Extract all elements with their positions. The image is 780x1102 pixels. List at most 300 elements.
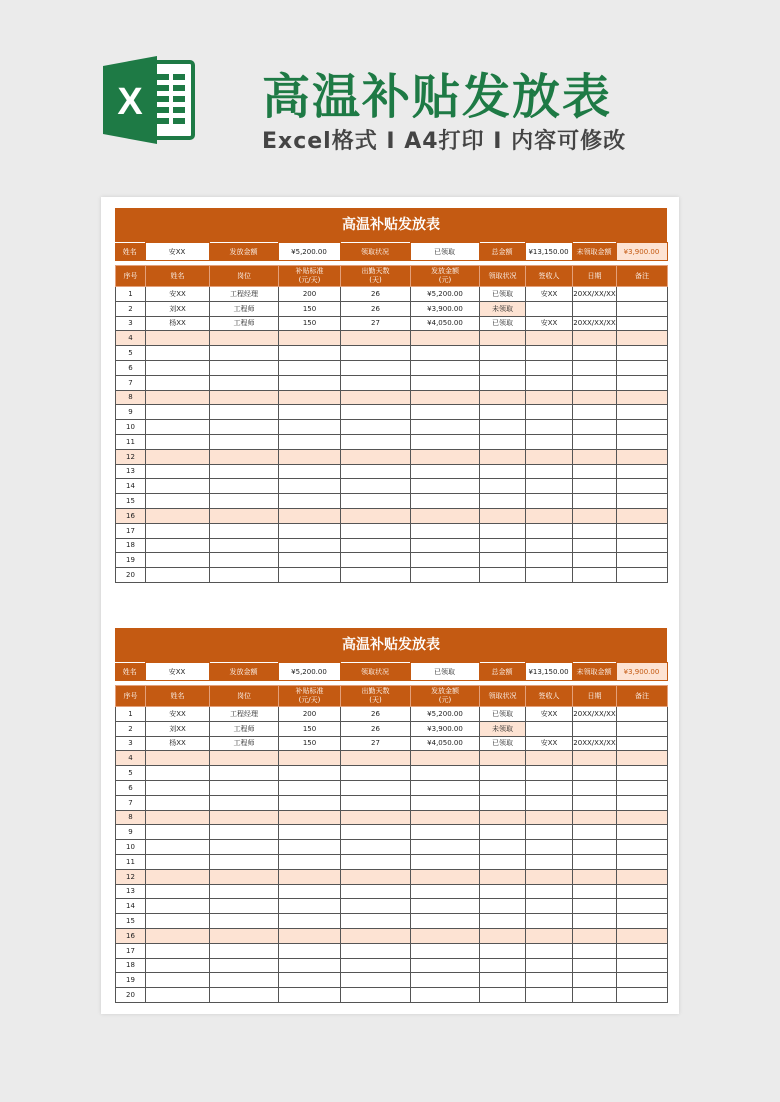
table-cell[interactable] [526,899,573,914]
table-cell[interactable] [146,464,210,479]
table-cell[interactable] [341,434,411,449]
table-cell[interactable] [526,508,573,523]
table-cell[interactable]: 27 [341,736,411,751]
table-cell[interactable] [573,405,617,420]
table-cell[interactable] [279,988,341,1003]
table-cell[interactable] [341,840,411,855]
table-cell[interactable]: 20XX/XX/XX [573,736,617,751]
table-cell[interactable] [146,405,210,420]
table-cell[interactable] [279,884,341,899]
table-cell[interactable] [210,914,279,929]
table-cell[interactable] [210,899,279,914]
table-cell[interactable] [480,464,526,479]
table-cell[interactable]: 已领取 [480,316,526,331]
table-cell[interactable] [526,810,573,825]
table-cell[interactable] [573,810,617,825]
table-cell[interactable] [573,869,617,884]
table-cell[interactable] [526,553,573,568]
table-cell[interactable] [573,479,617,494]
table-cell[interactable] [411,766,480,781]
table-cell[interactable] [341,825,411,840]
table-cell[interactable]: 20 [116,988,146,1003]
table-cell[interactable] [617,331,668,346]
table-cell[interactable]: 8 [116,810,146,825]
table-cell[interactable] [341,553,411,568]
table-cell[interactable]: 安XX [526,736,573,751]
table-cell[interactable] [411,780,480,795]
table-cell[interactable] [480,914,526,929]
table-cell[interactable]: ¥5,200.00 [411,287,480,302]
table-cell[interactable] [617,854,668,869]
table-cell[interactable]: 26 [341,721,411,736]
table-cell[interactable]: 已领取 [480,287,526,302]
table-cell[interactable] [341,958,411,973]
table-cell[interactable] [210,751,279,766]
table-cell[interactable] [146,928,210,943]
table-cell[interactable] [341,331,411,346]
table-cell[interactable]: 6 [116,360,146,375]
table-cell[interactable] [480,884,526,899]
table-cell[interactable] [341,751,411,766]
table-cell[interactable] [146,360,210,375]
table-cell[interactable] [146,766,210,781]
table-cell[interactable] [279,553,341,568]
table-cell[interactable] [146,958,210,973]
table-cell[interactable] [411,884,480,899]
table-cell[interactable]: 安XX [526,707,573,722]
table-cell[interactable]: 12 [116,449,146,464]
table-cell[interactable] [573,375,617,390]
table-cell[interactable] [617,434,668,449]
table-cell[interactable] [341,928,411,943]
table-cell[interactable] [617,721,668,736]
table-cell[interactable] [279,958,341,973]
table-cell[interactable] [480,508,526,523]
table-cell[interactable]: ¥3,900.00 [411,721,480,736]
table-cell[interactable] [526,869,573,884]
table-cell[interactable] [526,420,573,435]
table-cell[interactable] [617,449,668,464]
table-cell[interactable] [146,508,210,523]
table-cell[interactable]: 26 [341,287,411,302]
table-cell[interactable] [341,780,411,795]
table-cell[interactable] [526,840,573,855]
table-cell[interactable] [617,420,668,435]
table-cell[interactable] [341,810,411,825]
table-cell[interactable] [526,360,573,375]
table-cell[interactable] [617,405,668,420]
table-cell[interactable] [411,479,480,494]
table-cell[interactable] [210,795,279,810]
table-cell[interactable] [617,707,668,722]
table-cell[interactable]: 9 [116,405,146,420]
table-cell[interactable] [617,464,668,479]
table-cell[interactable] [526,928,573,943]
table-cell[interactable] [279,360,341,375]
table-cell[interactable] [146,479,210,494]
table-cell[interactable] [573,449,617,464]
table-cell[interactable] [210,958,279,973]
table-cell[interactable] [526,973,573,988]
table-cell[interactable] [411,840,480,855]
table-cell[interactable] [279,810,341,825]
table-cell[interactable] [210,420,279,435]
table-cell[interactable] [279,914,341,929]
table-cell[interactable]: 安XX [146,287,210,302]
table-cell[interactable]: 工程师 [210,301,279,316]
table-cell[interactable] [480,780,526,795]
table-cell[interactable] [146,899,210,914]
table-cell[interactable]: 已领取 [480,736,526,751]
table-cell[interactable] [573,420,617,435]
table-cell[interactable] [279,494,341,509]
table-cell[interactable] [279,568,341,583]
table-cell[interactable] [146,840,210,855]
table-cell[interactable] [210,331,279,346]
table-cell[interactable] [526,766,573,781]
table-cell[interactable] [617,751,668,766]
table-cell[interactable] [279,538,341,553]
table-cell[interactable] [146,751,210,766]
table-cell[interactable] [573,538,617,553]
table-cell[interactable] [411,553,480,568]
table-cell[interactable] [526,301,573,316]
table-cell[interactable]: 15 [116,914,146,929]
table-cell[interactable] [573,840,617,855]
table-cell[interactable] [210,434,279,449]
table-cell[interactable] [617,795,668,810]
table-cell[interactable] [526,464,573,479]
table-cell[interactable] [617,840,668,855]
table-cell[interactable]: 18 [116,538,146,553]
table-cell[interactable] [573,346,617,361]
table-cell[interactable] [617,736,668,751]
table-cell[interactable] [573,795,617,810]
table-cell[interactable] [341,390,411,405]
table-cell[interactable] [411,360,480,375]
table-cell[interactable] [573,780,617,795]
table-cell[interactable] [210,405,279,420]
table-cell[interactable]: ¥4,050.00 [411,736,480,751]
table-cell[interactable] [210,390,279,405]
table-cell[interactable] [573,914,617,929]
table-cell[interactable] [411,810,480,825]
table-cell[interactable] [526,405,573,420]
table-cell[interactable] [341,973,411,988]
table-cell[interactable] [480,869,526,884]
table-cell[interactable] [573,568,617,583]
table-cell[interactable] [526,331,573,346]
table-cell[interactable] [279,869,341,884]
table-cell[interactable] [617,301,668,316]
table-cell[interactable] [526,494,573,509]
table-cell[interactable] [480,553,526,568]
table-cell[interactable] [341,854,411,869]
table-cell[interactable] [526,568,573,583]
table-cell[interactable]: 工程经理 [210,707,279,722]
table-cell[interactable] [573,766,617,781]
table-cell[interactable] [341,360,411,375]
table-cell[interactable] [526,825,573,840]
table-cell[interactable] [480,795,526,810]
table-cell[interactable] [146,884,210,899]
table-cell[interactable] [146,780,210,795]
table-cell[interactable] [411,405,480,420]
table-cell[interactable] [279,973,341,988]
table-cell[interactable] [573,928,617,943]
table-cell[interactable] [411,464,480,479]
table-cell[interactable] [526,346,573,361]
table-cell[interactable] [210,884,279,899]
table-cell[interactable] [210,988,279,1003]
table-cell[interactable]: 150 [279,301,341,316]
table-cell[interactable] [573,360,617,375]
table-cell[interactable]: 19 [116,553,146,568]
table-cell[interactable]: 26 [341,707,411,722]
table-cell[interactable] [480,420,526,435]
table-cell[interactable] [480,840,526,855]
table-cell[interactable] [210,553,279,568]
total-value[interactable]: ¥13,150.00 [525,663,572,681]
table-cell[interactable] [279,751,341,766]
table-cell[interactable] [573,494,617,509]
table-cell[interactable]: 15 [116,494,146,509]
table-cell[interactable] [279,523,341,538]
table-cell[interactable] [617,958,668,973]
table-cell[interactable] [411,928,480,943]
table-cell[interactable]: 杨XX [146,316,210,331]
table-cell[interactable] [617,538,668,553]
table-cell[interactable] [573,553,617,568]
table-cell[interactable] [617,360,668,375]
table-cell[interactable] [210,928,279,943]
table-cell[interactable] [411,914,480,929]
table-cell[interactable] [617,553,668,568]
table-cell[interactable] [573,825,617,840]
table-cell[interactable]: 工程师 [210,736,279,751]
table-cell[interactable] [411,854,480,869]
table-cell[interactable] [210,869,279,884]
table-cell[interactable]: 12 [116,869,146,884]
table-cell[interactable] [526,479,573,494]
table-cell[interactable] [573,301,617,316]
table-cell[interactable]: 17 [116,943,146,958]
table-cell[interactable] [341,508,411,523]
table-cell[interactable] [480,360,526,375]
table-cell[interactable] [573,854,617,869]
table-cell[interactable] [210,943,279,958]
table-cell[interactable] [526,523,573,538]
table-cell[interactable] [573,884,617,899]
table-cell[interactable]: 14 [116,479,146,494]
table-cell[interactable] [146,434,210,449]
table-cell[interactable] [279,854,341,869]
table-cell[interactable] [146,568,210,583]
table-cell[interactable] [617,810,668,825]
table-cell[interactable] [480,346,526,361]
table-cell[interactable] [146,390,210,405]
table-cell[interactable]: 4 [116,751,146,766]
status-value[interactable]: 已领取 [410,243,479,261]
table-cell[interactable] [210,538,279,553]
table-cell[interactable] [210,854,279,869]
table-cell[interactable] [480,899,526,914]
table-cell[interactable] [210,375,279,390]
table-cell[interactable] [210,568,279,583]
table-cell[interactable] [480,973,526,988]
table-cell[interactable] [210,494,279,509]
table-cell[interactable] [617,316,668,331]
table-cell[interactable] [279,479,341,494]
table-cell[interactable] [341,346,411,361]
table-cell[interactable] [146,914,210,929]
table-cell[interactable]: 1 [116,707,146,722]
table-cell[interactable] [480,751,526,766]
table-cell[interactable]: 19 [116,973,146,988]
table-cell[interactable]: 2 [116,301,146,316]
table-cell[interactable] [411,795,480,810]
table-cell[interactable]: 7 [116,795,146,810]
table-cell[interactable] [573,751,617,766]
table-cell[interactable] [526,721,573,736]
table-cell[interactable]: 5 [116,346,146,361]
table-cell[interactable] [146,973,210,988]
table-cell[interactable] [341,405,411,420]
table-cell[interactable] [341,795,411,810]
table-cell[interactable] [617,884,668,899]
table-cell[interactable] [341,494,411,509]
table-cell[interactable] [411,331,480,346]
table-cell[interactable] [146,869,210,884]
table-cell[interactable] [210,464,279,479]
table-cell[interactable] [279,449,341,464]
table-cell[interactable]: 16 [116,928,146,943]
table-cell[interactable]: 20 [116,568,146,583]
table-cell[interactable]: 2 [116,721,146,736]
table-cell[interactable] [617,375,668,390]
table-cell[interactable]: 安XX [146,707,210,722]
table-cell[interactable]: 1 [116,287,146,302]
table-cell[interactable] [480,810,526,825]
table-cell[interactable] [480,958,526,973]
table-cell[interactable] [210,523,279,538]
table-cell[interactable]: 4 [116,331,146,346]
table-cell[interactable] [526,988,573,1003]
table-cell[interactable] [341,523,411,538]
table-cell[interactable] [480,538,526,553]
table-cell[interactable] [210,973,279,988]
table-cell[interactable]: 11 [116,854,146,869]
total-value[interactable]: ¥13,150.00 [525,243,572,261]
table-cell[interactable] [480,928,526,943]
table-cell[interactable] [573,390,617,405]
table-cell[interactable]: 11 [116,434,146,449]
table-cell[interactable] [617,988,668,1003]
table-cell[interactable] [279,375,341,390]
table-cell[interactable] [480,943,526,958]
table-cell[interactable]: 未领取 [480,301,526,316]
table-cell[interactable] [480,825,526,840]
table-cell[interactable] [573,973,617,988]
table-cell[interactable]: 13 [116,464,146,479]
table-cell[interactable] [341,914,411,929]
table-cell[interactable] [617,508,668,523]
table-cell[interactable]: ¥4,050.00 [411,316,480,331]
table-cell[interactable] [146,375,210,390]
table-cell[interactable]: 工程经理 [210,287,279,302]
table-cell[interactable] [480,568,526,583]
table-cell[interactable] [411,449,480,464]
table-cell[interactable] [341,766,411,781]
table-cell[interactable] [526,538,573,553]
table-cell[interactable] [617,943,668,958]
table-cell[interactable] [146,538,210,553]
table-cell[interactable]: 3 [116,736,146,751]
table-cell[interactable] [341,479,411,494]
table-cell[interactable] [617,346,668,361]
table-cell[interactable]: 工程师 [210,721,279,736]
table-cell[interactable] [573,464,617,479]
table-cell[interactable] [210,825,279,840]
table-cell[interactable] [341,464,411,479]
table-cell[interactable]: 7 [116,375,146,390]
table-cell[interactable] [279,464,341,479]
table-cell[interactable]: 安XX [526,316,573,331]
table-cell[interactable]: 150 [279,721,341,736]
table-cell[interactable] [279,766,341,781]
table-cell[interactable] [146,420,210,435]
table-cell[interactable] [341,899,411,914]
table-cell[interactable]: 150 [279,316,341,331]
table-cell[interactable] [279,346,341,361]
table-cell[interactable] [279,899,341,914]
table-cell[interactable] [411,568,480,583]
table-cell[interactable]: 20XX/XX/XX [573,707,617,722]
table-cell[interactable] [480,405,526,420]
table-cell[interactable]: 已领取 [480,707,526,722]
table-cell[interactable] [617,869,668,884]
amount-value[interactable]: ¥5,200.00 [278,243,340,261]
table-cell[interactable]: 200 [279,707,341,722]
table-cell[interactable] [279,840,341,855]
table-cell[interactable]: ¥3,900.00 [411,301,480,316]
table-cell[interactable] [573,508,617,523]
table-cell[interactable] [279,508,341,523]
table-cell[interactable] [480,434,526,449]
table-cell[interactable] [573,943,617,958]
table-cell[interactable] [146,331,210,346]
table-cell[interactable] [411,973,480,988]
table-cell[interactable]: 26 [341,301,411,316]
table-cell[interactable] [210,479,279,494]
table-cell[interactable] [146,449,210,464]
table-cell[interactable] [279,434,341,449]
table-cell[interactable]: 9 [116,825,146,840]
table-cell[interactable] [341,420,411,435]
table-cell[interactable] [146,854,210,869]
table-cell[interactable]: 20XX/XX/XX [573,316,617,331]
table-cell[interactable]: 刘XX [146,721,210,736]
table-cell[interactable]: 8 [116,390,146,405]
table-cell[interactable]: 工程师 [210,316,279,331]
table-cell[interactable] [146,795,210,810]
table-cell[interactable] [279,420,341,435]
table-cell[interactable] [526,914,573,929]
table-cell[interactable] [480,331,526,346]
table-cell[interactable] [210,360,279,375]
table-cell[interactable] [146,523,210,538]
table-cell[interactable]: 10 [116,420,146,435]
